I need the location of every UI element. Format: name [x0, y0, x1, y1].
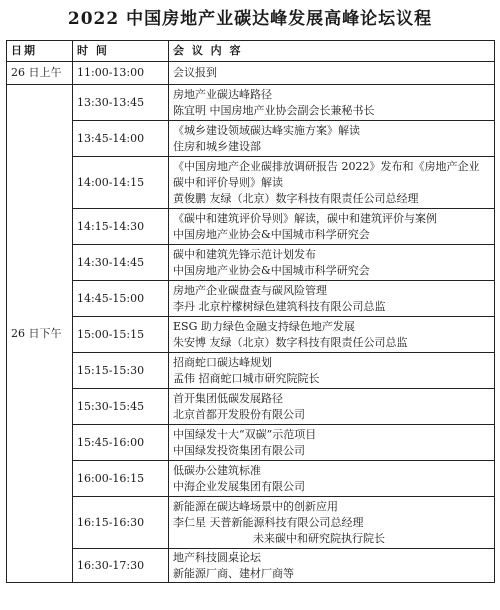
agenda-cell	[169, 425, 495, 461]
agenda-speaker: 中国房地产业协会&中国城市科学研究会	[173, 227, 370, 241]
agenda-cell	[169, 353, 495, 389]
agenda-cell	[169, 317, 495, 353]
agenda-speaker: 中国绿发投资集团有限公司	[173, 443, 305, 457]
agenda-topic: 房地产企业碳盘查与碳风险管理	[173, 283, 327, 297]
date-cell: 26 日下午	[7, 85, 73, 583]
agenda-speaker: 李仁星 天普新能源科技有限公司总经理	[173, 515, 364, 529]
agenda-cell	[169, 157, 495, 209]
agenda-speaker: 住房和城乡建设部	[173, 139, 261, 153]
agenda-topic: 房地产业碳达峰路径	[173, 87, 272, 101]
time-cell: 16:15-16:30	[73, 497, 169, 549]
agenda-cell	[169, 245, 495, 281]
time-cell: 14:45-15:00	[73, 281, 169, 317]
time-cell: 16:00-16:15	[73, 461, 169, 497]
table-header-row	[7, 41, 495, 62]
agenda-speaker: 北京首都开发股份有限公司	[173, 407, 305, 421]
agenda-speaker: 陈宜明 中国房地产业协会副会长兼秘书长	[173, 103, 375, 117]
agenda-topic: ESG 助力绿色金融支持绿色地产发展	[173, 319, 355, 333]
table-row	[7, 157, 495, 209]
date-cell: 26 日上午	[7, 62, 73, 85]
header-time: 时 间	[73, 41, 169, 62]
table-row	[7, 389, 495, 425]
table-row	[7, 245, 495, 281]
time-cell: 15:15-15:30	[73, 353, 169, 389]
agenda-cell	[169, 281, 495, 317]
agenda-speaker: 中国房地产业协会&中国城市科学研究会	[173, 263, 370, 277]
agenda-body	[7, 62, 495, 583]
table-row	[7, 121, 495, 157]
agenda-topic: 低碳办公建筑标准	[173, 463, 261, 477]
table-row	[7, 353, 495, 389]
table-row	[7, 425, 495, 461]
agenda-speaker: 中海企业发展集团有限公司	[173, 479, 305, 493]
time-cell: 15:45-16:00	[73, 425, 169, 461]
time-cell: 15:00-15:15	[73, 317, 169, 353]
agenda-topic: 招商蛇口碳达峰规划	[173, 355, 272, 369]
agenda-cell	[169, 121, 495, 157]
time-cell: 16:30-17:30	[73, 549, 169, 583]
agenda-speaker: 孟伟 招商蛇口城市研究院院长	[173, 371, 320, 385]
agenda-topic: 《中国房地产企业碳排放调研报告 2022》发布和《房地产企业碳中和评价导则》解读	[173, 159, 480, 189]
table-row	[7, 497, 495, 549]
table-row	[7, 281, 495, 317]
header-agenda: 会 议 内 容	[169, 41, 495, 62]
time-cell: 13:30-13:45	[73, 85, 169, 121]
time-cell: 14:30-14:45	[73, 245, 169, 281]
time-cell: 15:30-15:45	[73, 389, 169, 425]
agenda-cell	[169, 497, 495, 549]
agenda-cell	[169, 209, 495, 245]
agenda-cell	[169, 461, 495, 497]
time-cell: 11:00-13:00	[73, 62, 169, 85]
table-row	[7, 549, 495, 583]
agenda-cell	[169, 85, 495, 121]
agenda-topic: 会议报到	[173, 66, 217, 79]
time-cell: 14:15-14:30	[73, 209, 169, 245]
table-row	[7, 62, 495, 85]
table-row	[7, 85, 495, 121]
agenda-topic: 《城乡建设领域碳达峰实施方案》解读	[173, 123, 360, 137]
agenda-speaker: 李丹 北京柠檬树绿色建筑科技有限公司总监	[173, 299, 386, 313]
time-cell: 13:45-14:00	[73, 121, 169, 157]
agenda-speaker: 新能源厂商、建材厂商等	[173, 566, 294, 580]
agenda-speaker: 黄俊鹏 友绿（北京）数字科技有限责任公司总经理	[173, 191, 419, 205]
agenda-topic: 《碳中和建筑评价导则》解读，碳中和建筑评价与案例	[173, 211, 437, 225]
time-cell: 14:00-14:15	[73, 157, 169, 209]
agenda-cell	[169, 62, 495, 85]
table-row	[7, 317, 495, 353]
table-row	[7, 209, 495, 245]
table-row	[7, 461, 495, 497]
agenda-topic: 新能源在碳达峰场景中的创新应用	[173, 499, 338, 513]
agenda-topic: 地产科技圆桌论坛	[173, 550, 261, 564]
agenda-topic: 首开集团低碳发展路径	[173, 391, 283, 405]
agenda-speaker: 朱安博 友绿（北京）数字科技有限责任公司总监	[173, 335, 408, 349]
agenda-speaker: 未来碳中和研究院执行院长	[253, 531, 385, 545]
agenda-cell	[169, 389, 495, 425]
header-date: 日期	[7, 41, 73, 62]
page-title: 2022 中国房地产业碳达峰发展高峰论坛议程	[67, 9, 433, 29]
agenda-cell	[169, 549, 495, 583]
agenda-topic: 碳中和建筑先锋示范计划发布	[173, 247, 316, 261]
agenda-topic: 中国绿发十大“双碳”示范项目	[173, 427, 317, 441]
agenda-table	[6, 40, 495, 583]
